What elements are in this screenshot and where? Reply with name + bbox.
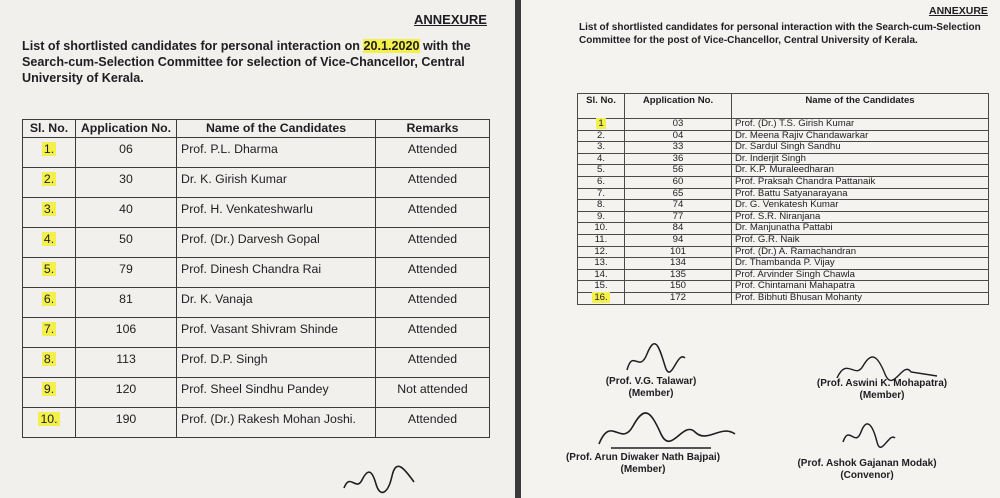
signature-modak xyxy=(839,418,899,454)
candidate-name: Prof. (Dr.) Darvesh Gopal xyxy=(177,228,376,258)
application-number: 120 xyxy=(76,378,177,408)
remarks: Attended xyxy=(376,258,490,288)
sl-number: 1 xyxy=(598,118,604,129)
remarks: Attended xyxy=(376,348,490,378)
remarks: Attended xyxy=(376,168,490,198)
table-row xyxy=(578,211,989,223)
sl-number: 10. xyxy=(40,412,58,426)
candidate-name: Dr. Thambanda P. Vijay xyxy=(732,258,989,270)
annexure-title: ANNEXURE xyxy=(414,12,487,27)
table-header-row xyxy=(23,120,490,138)
signatory-role: (Member) xyxy=(628,388,674,399)
table-row xyxy=(578,153,989,165)
application-number: 190 xyxy=(76,408,177,438)
candidate-name: Dr. K. Girish Kumar xyxy=(177,168,376,198)
remarks: Attended xyxy=(376,228,490,258)
sl-number: 2. xyxy=(43,172,55,186)
application-number: 50 xyxy=(76,228,177,258)
table-row xyxy=(23,198,490,228)
intro-text-end: with the Search-cum-Selection Committee for selection of Vice-Chancellor, Central University of Kerala. xyxy=(22,39,471,85)
table-row xyxy=(578,188,989,200)
signature-talawar xyxy=(621,340,691,380)
sl-number: 4. xyxy=(578,153,625,165)
sl-number: 13. xyxy=(578,258,625,270)
application-number: 79 xyxy=(76,258,177,288)
sl-number: 16. xyxy=(594,291,608,303)
remarks: Attended xyxy=(376,138,490,168)
remarks: Attended xyxy=(376,408,490,438)
signatory-name: (Prof. Aswini K. Mohapatra) xyxy=(816,378,948,389)
table-row xyxy=(23,168,490,198)
header-application-no: Application No. xyxy=(76,120,177,138)
application-number: 134 xyxy=(625,258,732,270)
sl-number: 2. xyxy=(578,130,625,142)
candidates-table xyxy=(577,93,989,305)
remarks: Attended xyxy=(376,198,490,228)
candidate-name: Dr. K. Vanaja xyxy=(177,288,376,318)
application-number: 06 xyxy=(76,138,177,168)
sl-number: 11. xyxy=(578,234,625,246)
candidate-name: Dr. Manjunatha Pattabi xyxy=(732,223,989,235)
candidate-name: Prof. Battu Satyanarayana xyxy=(732,188,989,200)
sl-number: 7. xyxy=(43,322,55,336)
signature-bajpai xyxy=(591,404,741,454)
table-row xyxy=(578,269,989,281)
application-number: 60 xyxy=(625,176,732,188)
header-sl-no: Sl. No. xyxy=(578,94,625,119)
candidate-name: Prof. Bibhuti Bhusan Mohanty xyxy=(732,292,989,304)
header-name: Name of the Candidates xyxy=(177,120,376,138)
table-row xyxy=(23,138,490,168)
candidate-name: Prof. (Dr.) T.S. Girish Kumar xyxy=(732,119,989,131)
sl-number: 14. xyxy=(578,269,625,281)
candidate-name: Prof. H. Venkateshwarlu xyxy=(177,198,376,228)
application-number: 65 xyxy=(625,188,732,200)
table-row xyxy=(578,142,989,154)
remarks: Attended xyxy=(376,318,490,348)
candidate-name: Dr. Meena Rajiv Chandawarkar xyxy=(732,130,989,142)
intro-paragraph xyxy=(22,38,492,86)
table-row xyxy=(23,228,490,258)
candidate-name: Prof. Arvinder Singh Chawla xyxy=(732,269,989,281)
table-row xyxy=(23,318,490,348)
remarks: Attended xyxy=(376,288,490,318)
sl-number: 8. xyxy=(578,200,625,212)
sl-number: 3. xyxy=(578,142,625,154)
table-row xyxy=(578,246,989,258)
candidate-name: Dr. Sardul Singh Sandhu xyxy=(732,142,989,154)
candidate-name: Prof. Dinesh Chandra Rai xyxy=(177,258,376,288)
application-number: 81 xyxy=(76,288,177,318)
sl-number: 5. xyxy=(43,262,55,276)
sl-number: 1. xyxy=(43,142,55,156)
candidate-name: Prof. Praksah Chandra Pattanaik xyxy=(732,176,989,188)
table-row xyxy=(578,223,989,235)
table-row xyxy=(23,408,490,438)
header-application-no: Application No. xyxy=(625,94,732,119)
header-sl-no: Sl. No. xyxy=(23,120,76,138)
table-row xyxy=(23,378,490,408)
application-number: 77 xyxy=(625,211,732,223)
sl-number: 9. xyxy=(578,211,625,223)
table-row xyxy=(578,176,989,188)
signatory-role: (Member) xyxy=(859,390,905,401)
signatory-role: (Member) xyxy=(620,464,666,475)
candidate-name: Dr. Inderjit Singh xyxy=(732,153,989,165)
signatory-block xyxy=(581,376,721,400)
table-row xyxy=(578,281,989,293)
sl-number: 8. xyxy=(43,352,55,366)
candidate-name: Prof. G.R. Naik xyxy=(732,234,989,246)
sl-number: 5. xyxy=(578,165,625,177)
application-number: 74 xyxy=(625,200,732,212)
candidate-name: Prof. P.L. Dharma xyxy=(177,138,376,168)
candidate-name: Prof. (Dr.) A. Ramachandran xyxy=(732,246,989,258)
left-signature-scribble xyxy=(340,462,420,498)
remarks: Not attended xyxy=(376,378,490,408)
application-number: 56 xyxy=(625,165,732,177)
application-number: 135 xyxy=(625,269,732,281)
sl-number: 6. xyxy=(43,292,55,306)
table-row xyxy=(578,234,989,246)
application-number: 150 xyxy=(625,281,732,293)
candidate-name: Prof. Vasant Shivram Shinde xyxy=(177,318,376,348)
application-number: 113 xyxy=(76,348,177,378)
candidate-name: Prof. Sheel Sindhu Pandey xyxy=(177,378,376,408)
application-number: 40 xyxy=(76,198,177,228)
table-row xyxy=(23,288,490,318)
application-number: 30 xyxy=(76,168,177,198)
application-number: 172 xyxy=(625,292,732,304)
application-number: 33 xyxy=(625,142,732,154)
signatory-block xyxy=(797,378,967,402)
application-number: 04 xyxy=(625,130,732,142)
application-number: 36 xyxy=(625,153,732,165)
sl-number: 6. xyxy=(578,176,625,188)
header-remarks: Remarks xyxy=(376,120,490,138)
signatory-name: (Prof. Ashok Gajanan Modak) xyxy=(797,458,937,469)
sl-number: 15. xyxy=(578,281,625,293)
sl-number: 10. xyxy=(578,223,625,235)
intro-text-start: List of shortlisted candidates for personal interaction on xyxy=(22,39,364,53)
table-row xyxy=(578,258,989,270)
candidate-name: Prof. S.R. Niranjana xyxy=(732,211,989,223)
sl-number: 7. xyxy=(578,188,625,200)
candidate-name: Prof. D.P. Singh xyxy=(177,348,376,378)
signatory-name: (Prof. Arun Diwaker Nath Bajpai) xyxy=(565,452,721,463)
candidate-name: Dr. G. Venkatesh Kumar xyxy=(732,200,989,212)
sl-number: 12. xyxy=(578,246,625,258)
application-number: 101 xyxy=(625,246,732,258)
sl-number: 9. xyxy=(43,382,55,396)
candidate-name: Prof. Chintamani Mahapatra xyxy=(732,281,989,293)
right-document-page xyxy=(521,0,1000,498)
table-row xyxy=(23,258,490,288)
table-row xyxy=(578,292,989,304)
candidate-name: Dr. K.P. Muraleedharan xyxy=(732,165,989,177)
table-row xyxy=(23,348,490,378)
annexure-title: ANNEXURE xyxy=(929,5,988,17)
application-number: 03 xyxy=(625,119,732,131)
application-number: 94 xyxy=(625,234,732,246)
interaction-date: 20.1.2020 xyxy=(363,39,420,53)
sl-number: 3. xyxy=(43,202,55,216)
signatory-name: (Prof. V.G. Talawar) xyxy=(605,376,697,387)
table-row xyxy=(578,200,989,212)
application-number: 106 xyxy=(76,318,177,348)
signatory-role: (Convenor) xyxy=(840,470,894,481)
signatory-block xyxy=(543,452,743,476)
signatory-block xyxy=(777,458,957,482)
candidate-name: Prof. (Dr.) Rakesh Mohan Joshi. xyxy=(177,408,376,438)
application-number: 84 xyxy=(625,223,732,235)
sl-number: 4. xyxy=(43,232,55,246)
table-row xyxy=(578,119,989,131)
header-name: Name of the Candidates xyxy=(732,94,989,119)
table-row xyxy=(578,130,989,142)
table-header-row xyxy=(578,94,989,119)
table-row xyxy=(578,165,989,177)
intro-paragraph: List of shortlisted candidates for personal interaction with the Search-cum-Selection Committee for the post of Vice-Chancellor, Central University of Kerala. xyxy=(579,22,981,46)
candidates-table xyxy=(22,119,490,438)
